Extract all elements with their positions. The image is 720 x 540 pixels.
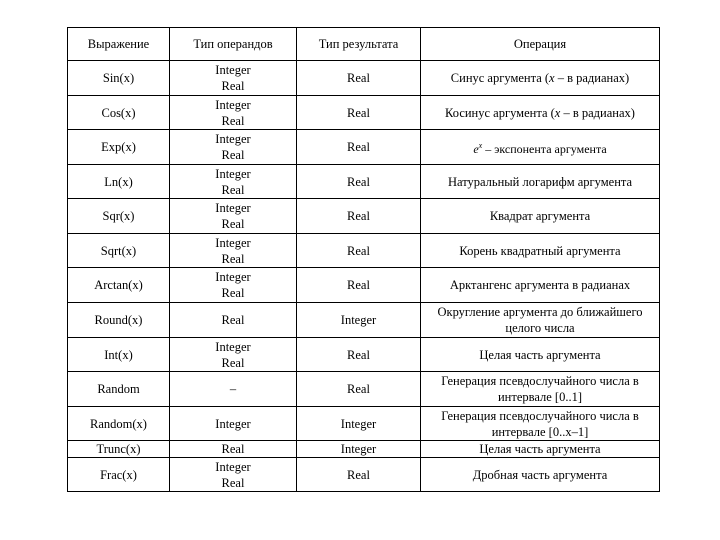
result-type-cell: Real — [297, 372, 421, 407]
operand-type-cell — [170, 338, 297, 372]
result-type-cell: Real — [297, 130, 421, 165]
result-type-cell: Integer — [297, 407, 421, 441]
operand-type: Integer — [215, 459, 251, 474]
operand-type-cell — [170, 441, 297, 458]
table-row — [68, 268, 660, 303]
table-row — [68, 61, 660, 96]
operand-type: Integer — [215, 235, 251, 250]
operation-cell: Натуральный логарифм аргумента — [421, 165, 660, 199]
exponent-base: e — [473, 141, 479, 156]
expression-cell: Round(x) — [68, 303, 170, 338]
result-type-cell: Integer — [297, 441, 421, 458]
result-type-cell: Real — [297, 338, 421, 372]
operand-type-cell — [170, 130, 297, 165]
operand-type: Integer — [215, 132, 251, 146]
operand-type-cell — [170, 199, 297, 234]
operation-text: Генерация псевдослучайного числа в — [441, 408, 639, 423]
result-type-cell: Real — [297, 268, 421, 303]
operation-text: Косинус аргумента ( — [445, 105, 555, 120]
header-operation: Операция — [421, 28, 660, 61]
expression-cell: Random(x) — [68, 407, 170, 441]
operand-type: Integer — [215, 166, 251, 181]
result-type-cell: Real — [297, 165, 421, 199]
header-expression: Выражение — [68, 28, 170, 61]
operation-cell: Корень квадратный аргумента — [421, 234, 660, 268]
operation-cell: Целая часть аргумента — [421, 441, 660, 458]
result-type-cell: Integer — [297, 303, 421, 338]
operation-cell — [421, 407, 660, 441]
header-operand-type: Тип операндов — [170, 28, 297, 61]
result-type-cell: Real — [297, 199, 421, 234]
operation-cell — [421, 303, 660, 338]
expression-cell: Int(x) — [68, 338, 170, 372]
expression-cell: Frac(x) — [68, 458, 170, 492]
result-type-cell: Real — [297, 234, 421, 268]
operand-type: Real — [221, 79, 245, 93]
operation-text: интервале [0..1] — [497, 390, 583, 404]
operation-text: x — [554, 105, 561, 120]
operand-type-cell — [170, 165, 297, 199]
operand-type-cell — [170, 303, 297, 338]
operation-cell: Целая часть аргумента — [421, 338, 660, 372]
table-row — [68, 407, 660, 441]
operation-text: целого числа — [505, 321, 575, 335]
expression-cell: Exp(x) — [68, 130, 170, 165]
functions-table — [67, 27, 660, 492]
operand-type: Real — [221, 355, 245, 370]
operation-text: Генерация псевдослучайного числа в — [441, 374, 639, 388]
operand-type: Real — [221, 475, 245, 490]
table-row — [68, 458, 660, 492]
table-row — [68, 234, 660, 268]
operation-text: – в радианах) — [554, 71, 630, 85]
operand-type: Real — [221, 251, 245, 266]
operation-text: x — [549, 71, 555, 85]
header-result-type: Тип результата — [297, 28, 421, 61]
operation-text: Синус аргумента ( — [450, 71, 550, 85]
operation-cell — [421, 130, 660, 165]
expression-cell: Ln(x) — [68, 165, 170, 199]
operation-cell — [421, 96, 660, 130]
result-type-cell: Real — [297, 96, 421, 130]
table-row — [68, 165, 660, 199]
operation-cell: Квадрат аргумента — [421, 199, 660, 234]
result-type-cell: Real — [297, 61, 421, 96]
expression-cell: Trunc(x) — [68, 441, 170, 458]
operand-type: Real — [221, 182, 245, 197]
header-row — [68, 28, 660, 61]
operand-type-cell — [170, 234, 297, 268]
operand-type: Integer — [215, 339, 251, 354]
expression-cell: Sqr(x) — [68, 199, 170, 234]
table-row — [68, 338, 660, 372]
operation-cell: Дробная часть аргумента — [421, 458, 660, 492]
table-row — [68, 303, 660, 338]
expression-cell: Cos(x) — [68, 96, 170, 130]
operation-text: – в радианах) — [560, 105, 635, 120]
operand-type: – — [229, 382, 237, 396]
exponent-power: x — [478, 140, 483, 150]
table-row — [68, 96, 660, 130]
table-row — [68, 441, 660, 458]
operand-type: Real — [221, 313, 245, 327]
operand-type: Real — [221, 286, 245, 300]
expression-cell: Sin(x) — [68, 61, 170, 96]
operand-type: Real — [221, 148, 245, 162]
operand-type: Integer — [215, 97, 251, 112]
operand-type: Real — [221, 113, 245, 128]
operation-cell: Арктангенс аргумента в радианах — [421, 268, 660, 303]
operand-type: Integer — [215, 416, 251, 431]
operand-type: Integer — [215, 201, 251, 215]
result-type-cell: Real — [297, 458, 421, 492]
expression-cell: Arctan(x) — [68, 268, 170, 303]
table-row — [68, 199, 660, 234]
operand-type-cell — [170, 458, 297, 492]
table-row — [68, 130, 660, 165]
operation-text: – экспонента аргумента — [482, 141, 607, 156]
operand-type-cell — [170, 61, 297, 96]
table-row — [68, 372, 660, 407]
operand-type-cell — [170, 407, 297, 441]
operand-type: Integer — [215, 270, 251, 284]
operation-text: интервале [0..x–1] — [491, 424, 589, 439]
operand-type-cell — [170, 96, 297, 130]
expression-cell: Sqrt(x) — [68, 234, 170, 268]
operand-type-cell — [170, 372, 297, 407]
expression-cell: Random — [68, 372, 170, 407]
operation-cell — [421, 372, 660, 407]
operation-cell — [421, 61, 660, 96]
operand-type: Integer — [215, 63, 251, 77]
operand-type: Real — [221, 217, 245, 231]
operand-type: Real — [221, 442, 245, 456]
operation-text: Округление аргумента до ближайшего — [437, 305, 643, 319]
operand-type-cell — [170, 268, 297, 303]
